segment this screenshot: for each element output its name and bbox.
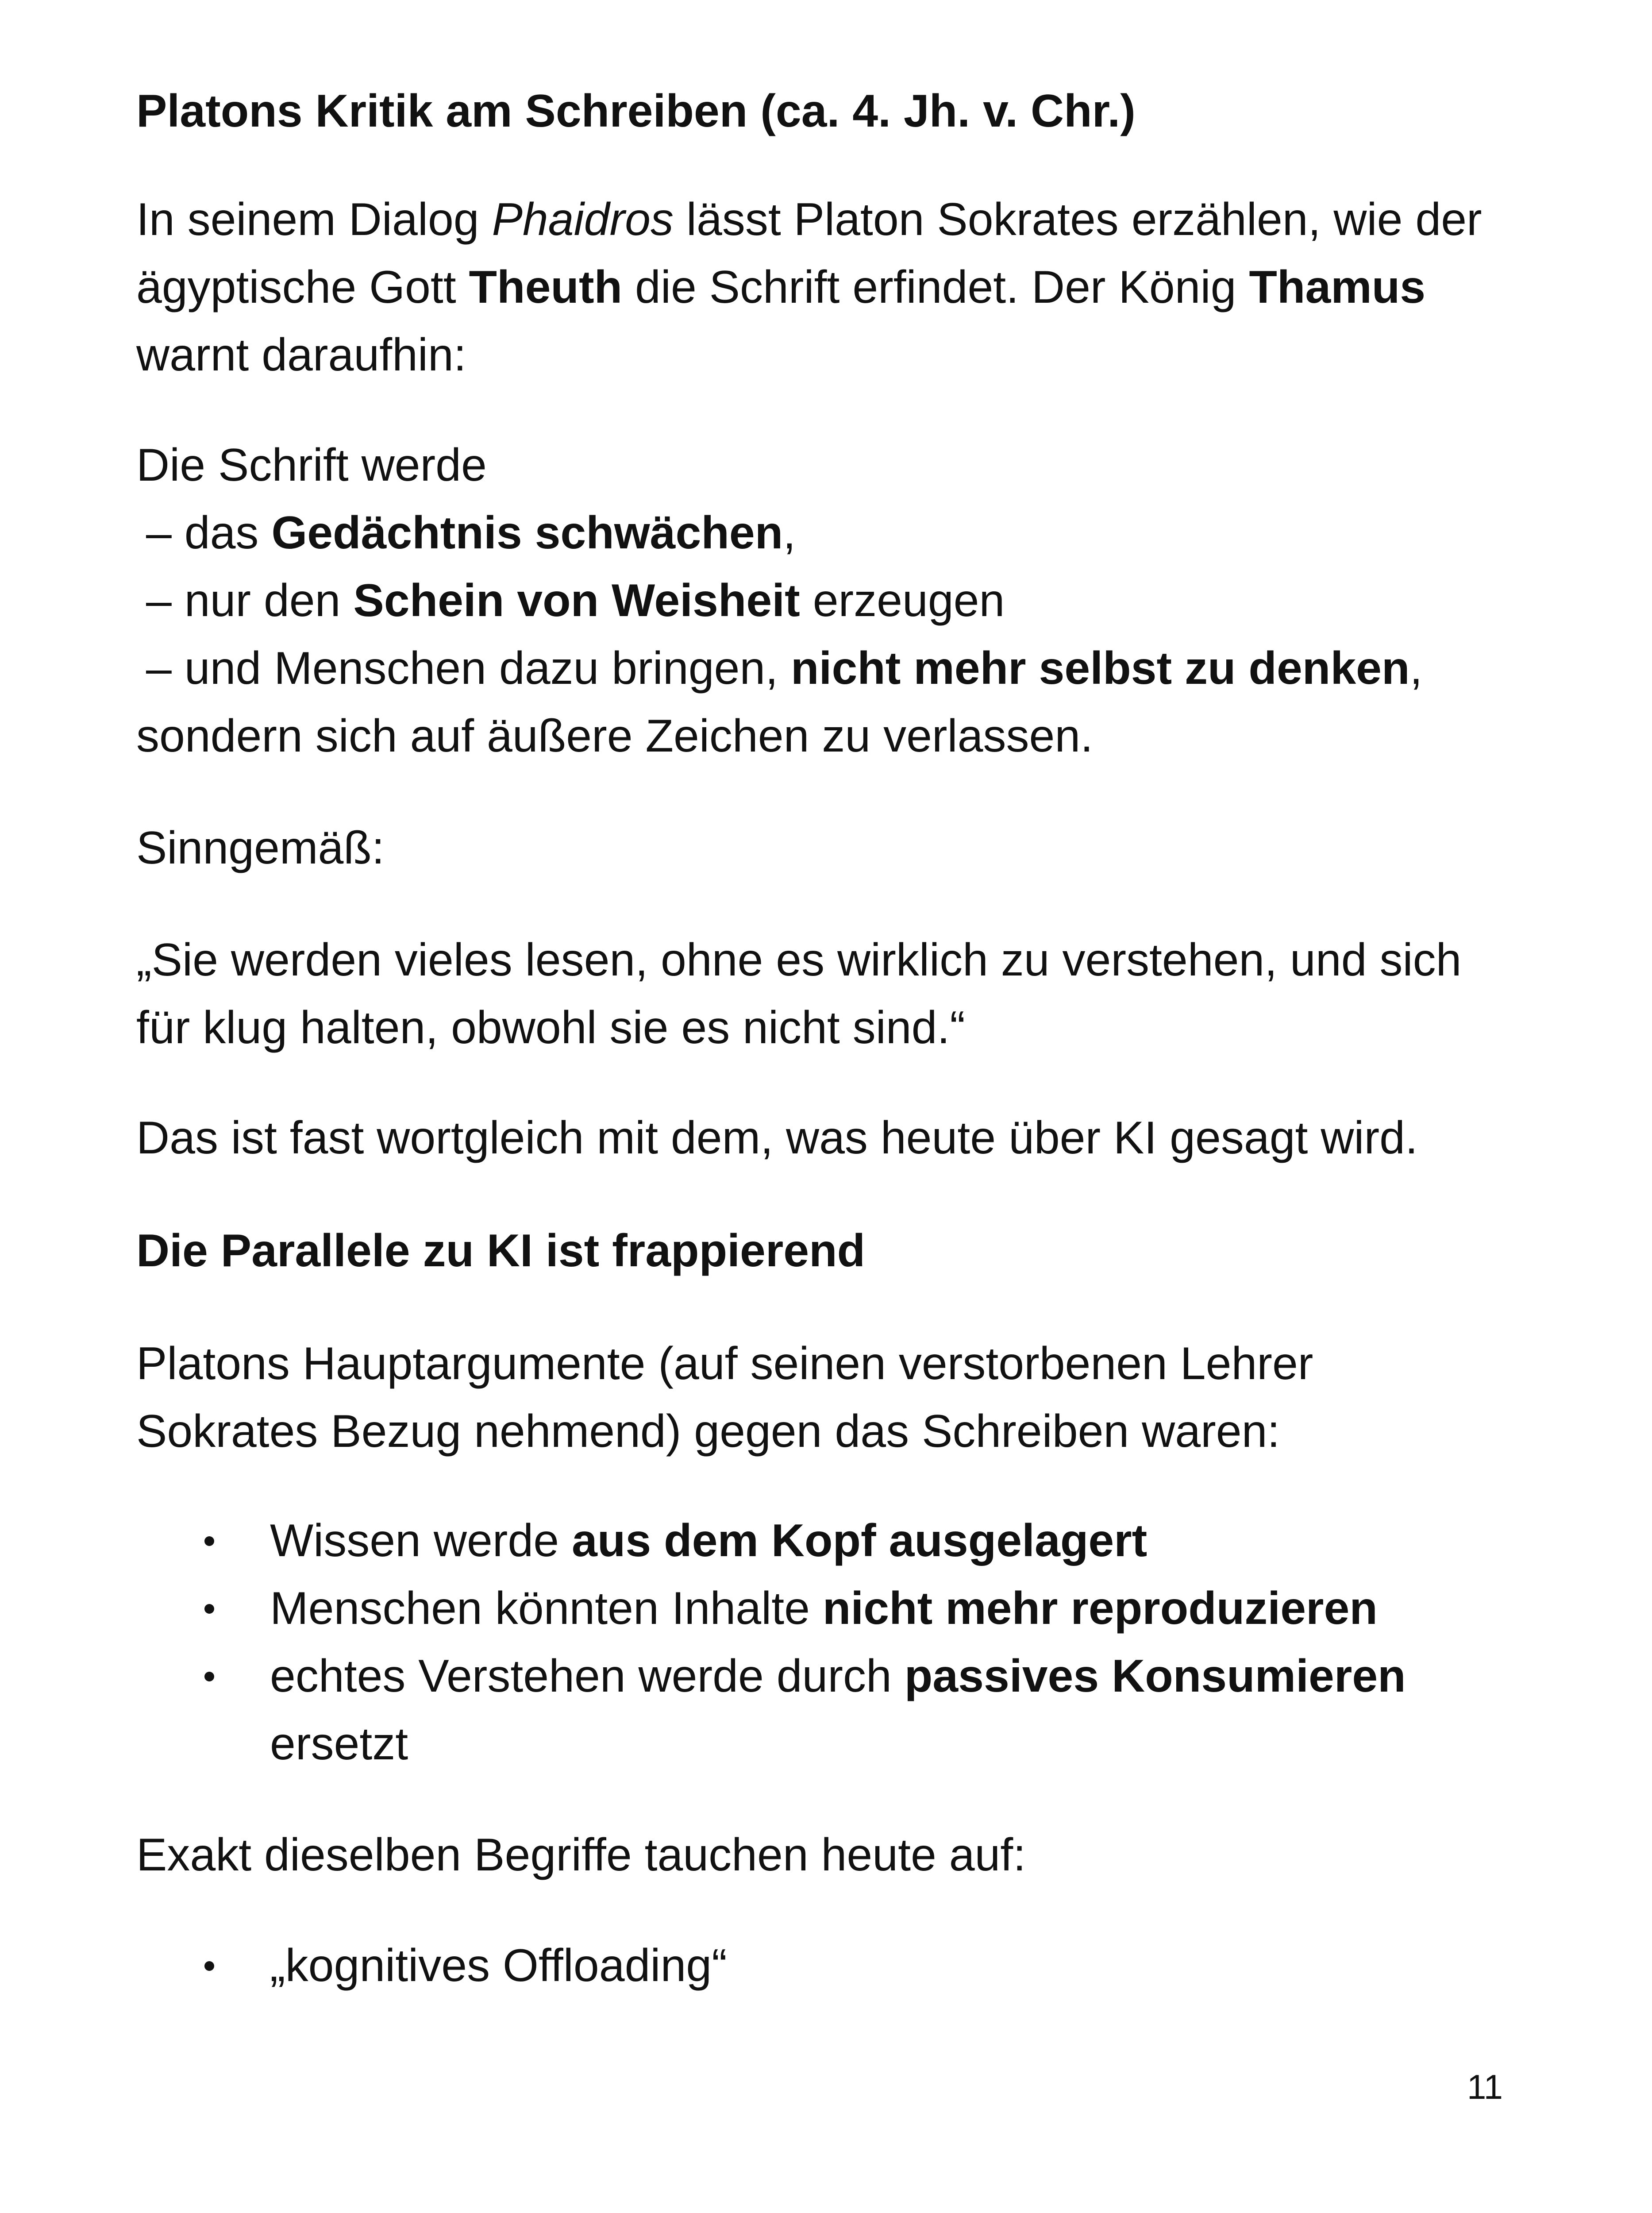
bold-term: Theuth [469, 262, 623, 313]
paragraph-line: Die Schrift werde [136, 440, 487, 491]
paragraph-line: Platons Hauptargumente (auf seinen verstorbenen Lehrer [136, 1338, 1313, 1389]
paragraph-line: ägyptische Gott Theuth die Schrift erfindet. Der König Thamus [136, 262, 1426, 313]
section-heading-parallel-ki: Die Parallele zu KI ist frappierend [136, 1225, 866, 1276]
bold-term: Schein von Weisheit [353, 575, 800, 626]
bold-term: Gedächtnis schwächen [271, 507, 783, 559]
paragraph-line: warnt daraufhin: [136, 329, 466, 381]
page-number: 11 [1467, 2067, 1503, 2106]
bullet-dot-icon [204, 1536, 214, 1546]
dash-item: – und Menschen dazu bringen, nicht mehr selbst zu denken, [146, 643, 1423, 694]
list-item: „kognitives Offloading“ [204, 1932, 1532, 2000]
paragraph-schrift-werde [136, 432, 1530, 770]
dash-item: – nur den Schein von Weisheit erzeugen [146, 575, 1005, 626]
paragraph-line: Sokrates Bezug nehmend) gegen das Schreiben waren: [136, 1406, 1280, 1457]
paragraph-phaidros [136, 186, 1530, 389]
bullet-dot-icon [204, 1672, 214, 1681]
bold-term: nicht mehr reproduzieren [822, 1583, 1378, 1634]
paragraph-line: sondern sich auf äußere Zeichen zu verlassen. [136, 710, 1094, 762]
bullet-dot-icon [204, 1604, 214, 1614]
bullet-list-terms [204, 1932, 1532, 2000]
quote-line: für klug halten, obwohl sie es nicht sind.“ [136, 1002, 966, 1053]
paragraph-sinngemaess: Sinngemäß: [136, 822, 385, 874]
italic-title: Phaidros [492, 194, 674, 245]
list-item: Wissen werde aus dem Kopf ausgelagert [204, 1507, 1532, 1575]
bullet-list-arguments [204, 1507, 1532, 1778]
quote-line: „Sie werden vieles lesen, ohne es wirklich zu verstehen, und sich [136, 934, 1462, 986]
bold-term: nicht mehr selbst zu denken [791, 643, 1410, 694]
bullet-dot-icon [204, 1961, 214, 1971]
paragraph-ki-comparison: Das ist fast wortgleich mit dem, was heute über KI gesagt wird. [136, 1112, 1418, 1164]
paragraph-line: In seinem Dialog Phaidros lässt Platon Sokrates erzählen, wie der [136, 194, 1482, 245]
bold-term: aus dem Kopf ausgelagert [572, 1515, 1148, 1566]
quote-block [136, 926, 1530, 1062]
paragraph-hauptargumente [136, 1330, 1530, 1465]
paragraph-begriffe-heute: Exakt dieselben Begriffe tauchen heute auf: [136, 1829, 1026, 1881]
list-item: echtes Verstehen werde durch passives Konsumieren ersetzt [204, 1642, 1532, 1778]
bold-term: Thamus [1249, 262, 1426, 313]
dash-item: – das Gedächtnis schwächen, [146, 507, 796, 559]
list-item: Menschen könnten Inhalte nicht mehr reproduzieren [204, 1575, 1532, 1642]
section-heading-plato-critique: Platons Kritik am Schreiben (ca. 4. Jh. v. Chr.) [136, 85, 1136, 137]
bold-term: passives Konsumieren [904, 1650, 1406, 1702]
